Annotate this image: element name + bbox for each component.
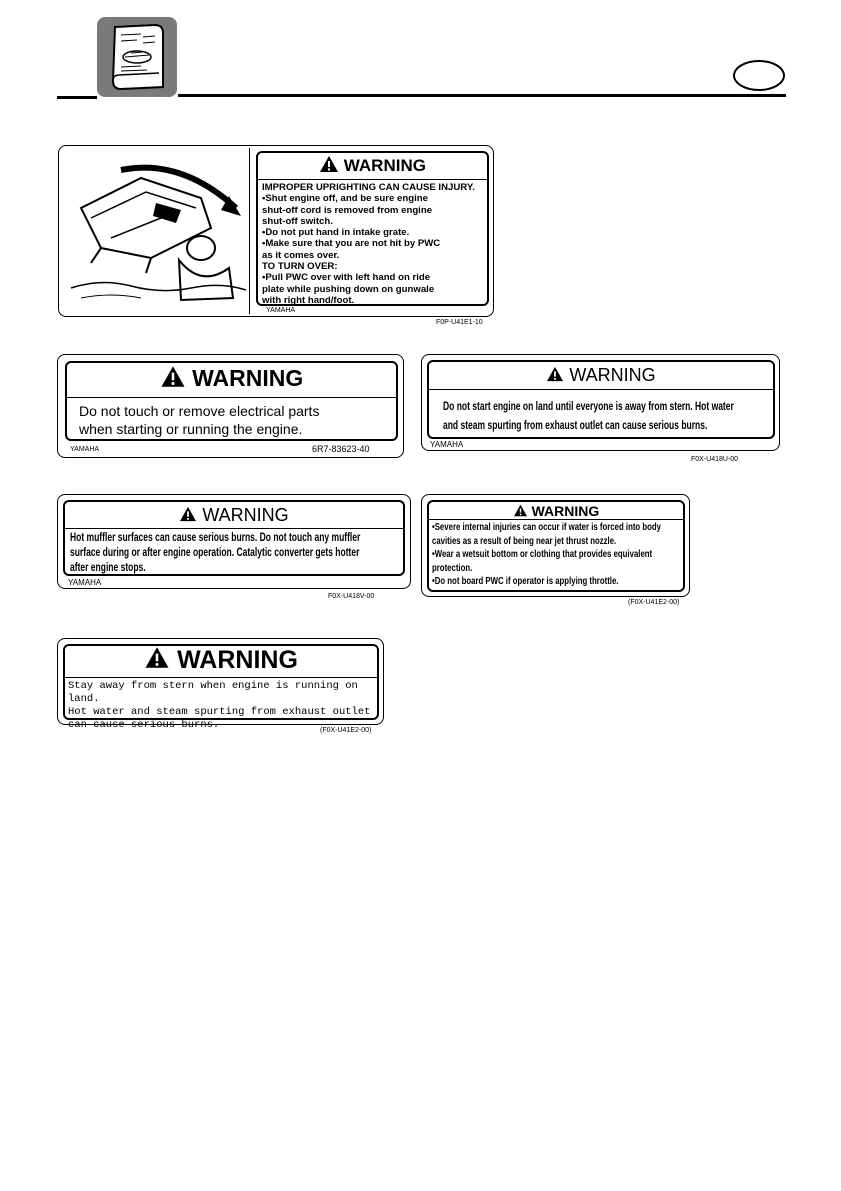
land-start-warning-label [421, 354, 780, 451]
warning-heading-text: WARNING [192, 365, 304, 391]
stern-warning-text: Stay away from stern when engine is running on land. Hot water and steam spurting from exhaust outlet can cause serious burns. [68, 680, 371, 731]
warning-triangle-icon [546, 366, 564, 387]
manual-book-icon [97, 17, 177, 97]
label-code: F0P-U41E1-10 [436, 319, 483, 326]
label-heading [429, 365, 773, 387]
electrical-warning-text: Do not touch or remove electrical parts when starting or running the engine. [79, 403, 320, 437]
uprighting-warning-label [58, 145, 494, 317]
warning-triangle-icon [513, 504, 528, 520]
label-heading [65, 505, 403, 527]
brand-text: YAMAHA [68, 578, 102, 587]
warning-heading-text: WARNING [177, 646, 298, 674]
brand-text: YAMAHA [266, 307, 296, 314]
warning-heading-text: WARNING [569, 365, 656, 385]
electrical-warning-label [57, 354, 404, 458]
warning-triangle-icon [160, 365, 186, 394]
heading-divider [65, 528, 403, 529]
header-rule-left [57, 96, 97, 99]
land-start-warning-text: Do not start engine on land until everyone is away from stern. Hot water and steam spurting from exhaust outlet can cause serious burns. [443, 401, 734, 432]
label-heading [258, 155, 487, 178]
muffler-warning-text: Hot muffler surfaces can cause serious burns. Do not touch any muffler surface during or after engine operation. Catalytic converter gets hotter after engine stops. [70, 532, 361, 574]
page-marker-oval [733, 60, 785, 91]
muffler-text-panel [63, 500, 405, 576]
header-rule-right [178, 94, 786, 97]
internal-injuries-warning-text: •Severe internal injuries can occur if water is forced into body cavities as a result of being near jet thrust nozzle. •Wear a wetsuit bottom or clothing that provides equivalent protection. •Do not board PWC if operator is applying throttle. [432, 522, 662, 588]
internal-injuries-warning-label [421, 494, 690, 597]
land-start-text-panel [427, 360, 775, 439]
brand-text: YAMAHA [70, 446, 100, 453]
label-code: (F0X-U41E2-00) [320, 727, 372, 734]
heading-divider [258, 179, 487, 180]
heading-divider [67, 397, 396, 398]
label-heading [67, 365, 396, 394]
warning-heading-text: WARNING [531, 503, 600, 519]
label-code: (F0X-U41E2-00) [628, 599, 680, 606]
heading-divider [429, 389, 773, 390]
heading-divider [65, 677, 377, 678]
label-heading [429, 503, 683, 520]
heading-divider [429, 519, 683, 520]
label-heading [65, 646, 377, 676]
pwc-uprighting-illustration [61, 148, 250, 314]
warning-triangle-icon [319, 155, 339, 178]
label-code: F0X-U418U-00 [691, 456, 739, 463]
brand-text: YAMAHA [430, 440, 464, 449]
warning-triangle-icon [144, 646, 170, 676]
label-code: F0X-U418V-00 [328, 593, 375, 600]
internal-injuries-text-panel [427, 500, 685, 592]
muffler-warning-label [57, 494, 411, 589]
uprighting-text-panel [256, 151, 489, 306]
warning-heading-text: WARNING [343, 155, 426, 175]
warning-triangle-icon [179, 506, 197, 527]
uprighting-instructions: IMPROPER UPRIGHTING CAN CAUSE INJURY. •Shut engine off, and be sure engine shut-off cord is removed from engine shut-off switch. •Do not put hand in intake grate. •Make sure that you are not hit by PWC as it comes over. TO TURN OVER: •Pull PWC over with left hand on ride plate while pushing down on gunwale with right hand/foot. [262, 182, 475, 306]
electrical-text-panel [65, 361, 398, 441]
label-code: 6R7-83623-40 [312, 444, 370, 454]
warning-heading-text: WARNING [202, 505, 289, 525]
